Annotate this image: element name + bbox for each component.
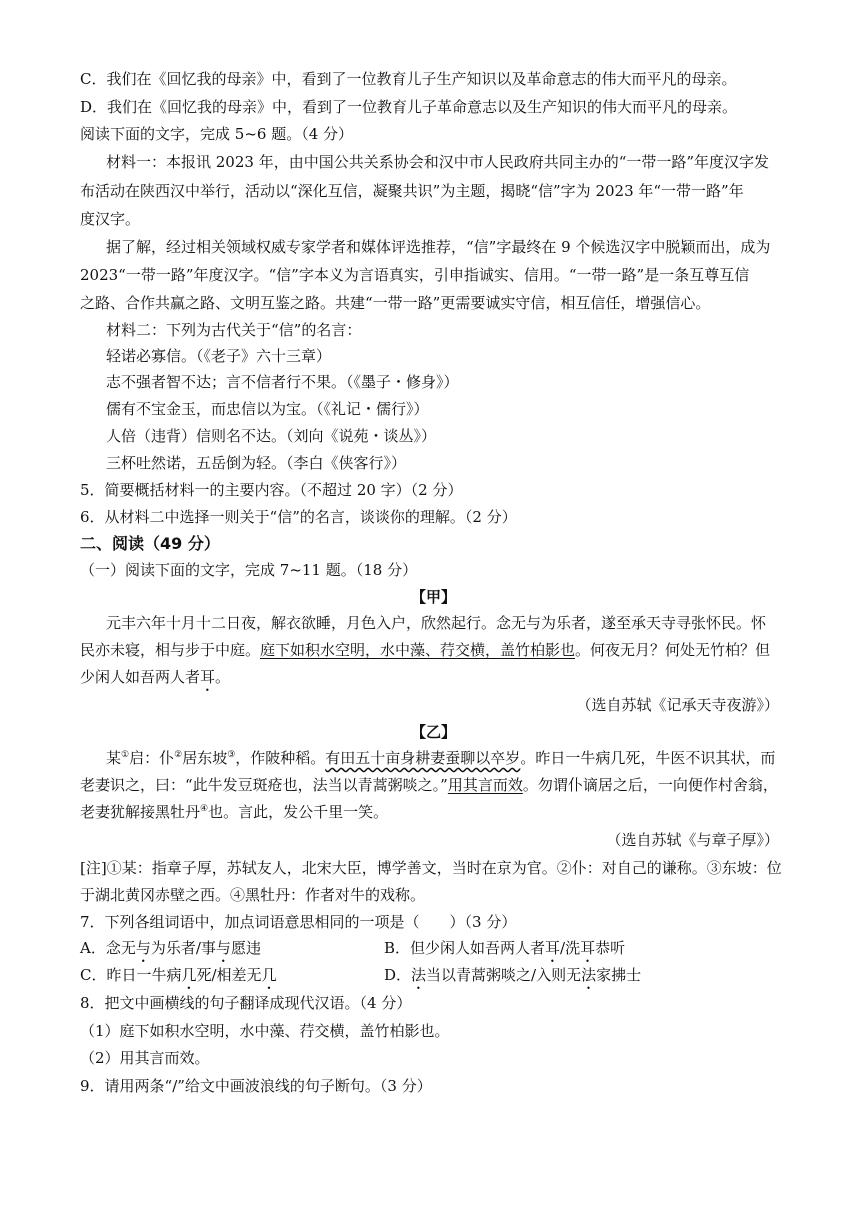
text-segment: 居东坡 [182, 749, 228, 767]
text-segment: 少闲人如吾两人者 [80, 668, 201, 686]
footnote-mark: ④ [200, 804, 209, 814]
question-7: 7．下列各组词语中，加点词语意思相同的一项是（ ）（3 分） [80, 913, 517, 931]
passage-yi-title: 【乙】 [410, 723, 456, 741]
quote: 人倍（违背）信则名不达。（刘向《说苑・谈丛》） [106, 427, 437, 445]
subsection-intro: （一）阅读下面的文字，完成 7~11 题。（18 分） [80, 561, 418, 579]
wavy-underlined-sentence: 有田五十亩身耕妻蚕聊以卒岁 [325, 749, 521, 767]
text-segment: 。昨日一牛病几死，牛医不识其状，而 [520, 749, 776, 767]
text-segment: 。何夜无月？何处无竹柏？但 [575, 641, 771, 659]
q4-option-c: C．我们在《回忆我的母亲》中，看到了一位教育儿子生产知识以及革命意志的伟大而平凡的母亲。 [80, 70, 737, 88]
question-8: 8．把文中画横线的句子翻译成现代汉语。（4 分） [80, 994, 412, 1012]
material2-title: 材料二：下列为古代关于“信”的名言： [106, 321, 362, 339]
text-segment: C．昨日一牛病 [80, 966, 182, 984]
question-6: 6．从材料二中选择一则关于“信”的名言，谈谈你的理解。（2 分） [80, 508, 517, 526]
passage-jia-line: 元丰六年十月十二日夜，解衣欲睡，月色入户，欣然起行。念无与为乐者，遂至承天寺寻张怀民。怀 [106, 614, 767, 632]
footnote-mark: ② [174, 750, 183, 760]
text-segment: 老妻犹解接黑牡丹 [80, 803, 201, 821]
text-segment: 也。言此，发公千里一笑。 [208, 803, 389, 821]
dotted-word: 与 [135, 939, 151, 957]
material1-line: 2023“一带一路”年度汉字。“信”字本义为言语真实，引申指诚实、信用。“一带一路”是一条互尊互信 [80, 266, 750, 284]
text-segment: 为乐者/事 [150, 939, 216, 957]
dotted-word: 耳 [545, 939, 561, 957]
text-segment: 。 [215, 668, 231, 686]
footnote-line: 于湖北黄冈赤壁之西。④黑牡丹：作者对牛的戏称。 [80, 886, 426, 904]
underlined-sentence: 庭下如积水空明，水中藻、荇交横，盖竹柏影也 [260, 641, 576, 659]
q4-option-d: D．我们在《回忆我的母亲》中，看到了一位教育儿子革命意志以及生产知识的伟大而平凡的母亲。 [80, 98, 738, 116]
passage-jia-line [80, 664, 867, 695]
quote: 轻诺必寡信。（《老子》六十三章） [106, 347, 332, 365]
dotted-word: 与 [215, 939, 231, 957]
material1-line: 度汉字。 [80, 210, 141, 228]
passage-jia-line [80, 637, 867, 663]
underlined-sentence: 用其言而效 [447, 776, 523, 794]
footnote-line: [注]①某：指章子厚，苏轼友人，北宋大臣，博学善文，当时在京为官。②仆：对自己的谦称。③东坡：位 [80, 859, 782, 877]
passage-yi-line [80, 772, 867, 798]
material1-line: 据了解，经过相关领域权威专家学者和媒体评选推荐，“信”字最终在 9 个候选汉字中脱颖而出，成为 [106, 238, 771, 256]
q7-option-c [80, 962, 277, 993]
question-8-item: （2）用其言而效。 [80, 1049, 210, 1067]
text-segment: A．念无 [80, 939, 136, 957]
footnote-mark: ③ [227, 750, 236, 760]
quote: 志不强者智不达；言不信者行不果。（《墨子・修身》） [106, 373, 459, 391]
material1-line: 布活动在陕西汉中举行，活动以“深化互信，凝聚共识”为主题，揭晓“信”字为 2023 年“一带一路”年 [80, 182, 744, 200]
passage-yi-line [106, 745, 867, 771]
text-segment: 老妻识之，曰：“此牛发豆斑疮也，法当以青蒿粥啖之。” [80, 776, 448, 794]
material1-line: 之路、合作共赢之路、文明互鉴之路。共建“一带一路”更需要诚实守信，相互信任，增强信心。 [80, 294, 711, 312]
dotted-word: 几 [261, 966, 277, 984]
text-segment: B．但少闲人如吾两人者 [384, 939, 546, 957]
text-segment: 恭听 [595, 939, 626, 957]
text-segment: 。勿谓仆谪居之后，一向便作村舍翁， [522, 776, 778, 794]
text-segment: /洗 [560, 939, 581, 957]
question-5: 5．简要概括材料一的主要内容。（不超过 20 字）（2 分） [80, 481, 463, 499]
text-segment: 民亦未寝，相与步于中庭。 [80, 641, 261, 659]
section-heading: 二、阅读（49 分） [80, 534, 220, 553]
passage-yi-line [80, 799, 867, 825]
question-9: 9．请用两条“/”给文中画波浪线的句子断句。（3 分） [80, 1077, 432, 1095]
passage-jia-title: 【甲】 [410, 588, 456, 606]
quote: 三杯吐然诺，五岳倒为轻。（李白《侠客行》） [106, 454, 407, 472]
text-segment: 家拂士 [596, 966, 642, 984]
dotted-word: 法 [411, 966, 427, 984]
footnote-mark: ① [121, 750, 130, 760]
text-segment: 启：仆 [129, 749, 175, 767]
passage-yi-source: （选自苏轼《与章子厚》） [606, 831, 779, 849]
passage-jia-source: （选自苏轼《记承天寺夜游》） [576, 696, 779, 714]
text-segment: D． [384, 966, 412, 984]
text-segment: 愿违 [230, 939, 261, 957]
text-segment: ，作陂种稻。 [235, 749, 326, 767]
reading-intro: 阅读下面的文字，完成 5~6 题。（4 分） [80, 125, 354, 143]
q7-option-d [384, 962, 641, 993]
quote: 儒有不宝金玉，而忠信以为宝。（《礼记・儒行》） [106, 400, 429, 418]
dotted-word: 法 [581, 966, 597, 984]
question-8-item: （1）庭下如积水空明，水中藻、荇交横，盖竹柏影也。 [80, 1022, 450, 1040]
dotted-word: 耳 [580, 939, 596, 957]
text-segment: 当以青蒿粥啖之/入则无 [426, 966, 582, 984]
text-segment: 某 [106, 749, 122, 767]
dotted-word: 几 [181, 966, 197, 984]
material1-line: 材料一：本报讯 2023 年，由中国公共关系协会和汉中市人民政府共同主办的“一带一路”年度汉字发 [106, 153, 770, 171]
dotted-word: 耳 [200, 668, 216, 686]
text-segment: 死/相差无 [196, 966, 262, 984]
